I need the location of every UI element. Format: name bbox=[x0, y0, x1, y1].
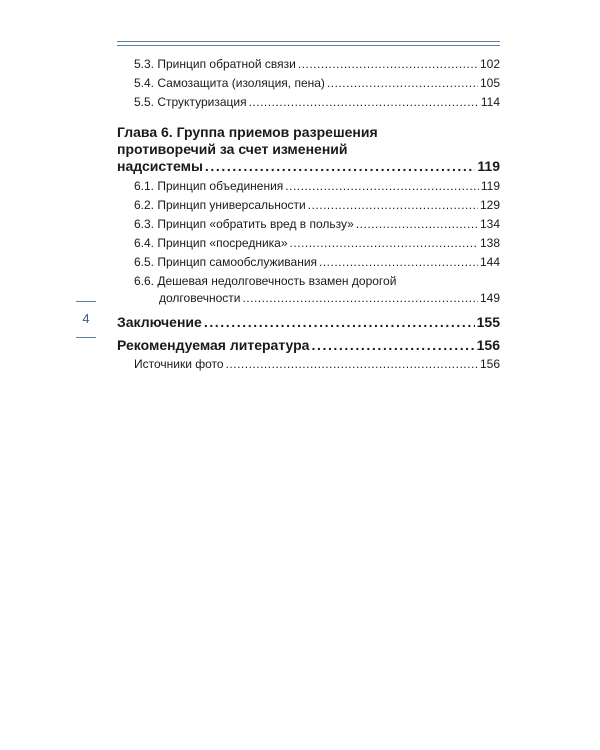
leader-dots bbox=[226, 356, 478, 373]
toc-major-page: 156 bbox=[476, 337, 500, 353]
toc-major-page: 155 bbox=[476, 314, 500, 330]
leader-dots bbox=[249, 94, 479, 111]
chapter-title-line: Глава 6. Группа приемов разрешения bbox=[117, 124, 378, 140]
toc-entry-page: 144 bbox=[479, 255, 500, 269]
leader-dots bbox=[204, 313, 475, 331]
leader-dots bbox=[308, 197, 478, 214]
toc-chapter-6[interactable] bbox=[117, 124, 500, 175]
leader-dots bbox=[242, 290, 478, 307]
toc-entry-6-4[interactable] bbox=[117, 235, 500, 252]
toc-major-title: Заключение bbox=[117, 314, 202, 330]
toc-chapter-page: 119 bbox=[477, 158, 500, 174]
leader-dots bbox=[298, 56, 478, 73]
toc-entry-title-cont: долговечности bbox=[159, 291, 241, 305]
leader-dots bbox=[205, 158, 476, 175]
toc-entry-6-3[interactable] bbox=[117, 216, 500, 233]
toc-entry-page: 138 bbox=[479, 236, 500, 250]
leader-dots bbox=[356, 216, 478, 233]
leader-dots bbox=[319, 254, 478, 271]
toc-entry-5-5[interactable] bbox=[117, 94, 500, 111]
chapter-title-line: противоречий за счет изменений bbox=[117, 141, 348, 157]
toc-entry-6-6[interactable] bbox=[117, 273, 500, 307]
toc-entry-5-4[interactable] bbox=[117, 75, 500, 92]
toc-entry-title: 6.3. Принцип «обратить вред в пользу» bbox=[134, 217, 354, 231]
toc-entry-page: 149 bbox=[479, 291, 500, 305]
leader-dots bbox=[311, 336, 474, 354]
toc-entry-title: 6.4. Принцип «посредника» bbox=[134, 236, 288, 250]
toc-conclusion[interactable] bbox=[117, 313, 500, 331]
toc-entry-6-1[interactable] bbox=[117, 178, 500, 195]
header-rule bbox=[117, 41, 500, 46]
toc-entry-page: 156 bbox=[479, 357, 500, 371]
toc-entry-page: 102 bbox=[479, 57, 500, 71]
toc-entry-title: 6.2. Принцип универсальности bbox=[134, 198, 306, 212]
folio-rule-bottom bbox=[76, 337, 96, 338]
toc-entry-title: 5.5. Структуризация bbox=[134, 95, 247, 109]
toc-entry-page: 134 bbox=[479, 217, 500, 231]
page-number: 4 bbox=[82, 311, 90, 326]
leader-dots bbox=[290, 235, 478, 252]
toc-major-title: Рекомендуемая литература bbox=[117, 337, 310, 353]
leader-dots bbox=[327, 75, 478, 92]
toc-entry-title: 6.5. Принцип самообслуживания bbox=[134, 255, 318, 269]
folio-rule-top bbox=[76, 301, 96, 302]
table-of-contents bbox=[117, 56, 500, 375]
toc-entry-6-5[interactable] bbox=[117, 254, 500, 271]
chapter-title-line: надсистемы bbox=[117, 158, 203, 174]
toc-entry-6-2[interactable] bbox=[117, 197, 500, 214]
toc-entry-title: 6.1. Принцип объединения bbox=[134, 179, 284, 193]
toc-entry-title: Источники фото bbox=[134, 357, 224, 371]
toc-entry-title: 5.3. Принцип обратной связи bbox=[134, 57, 296, 71]
toc-photo-sources[interactable] bbox=[117, 356, 500, 373]
leader-dots bbox=[285, 178, 479, 195]
toc-entry-title: 6.6. Дешевая недолговечность взамен дорогой bbox=[134, 274, 397, 288]
toc-entry-page: 119 bbox=[480, 179, 500, 193]
toc-literature[interactable] bbox=[117, 336, 500, 354]
toc-entry-title: 5.4. Самозащита (изоляция, пена) bbox=[134, 76, 325, 90]
toc-entry-page: 105 bbox=[479, 76, 500, 90]
toc-entry-page: 129 bbox=[479, 198, 500, 212]
toc-entry-page: 114 bbox=[480, 95, 500, 109]
toc-entry-5-3[interactable] bbox=[117, 56, 500, 73]
